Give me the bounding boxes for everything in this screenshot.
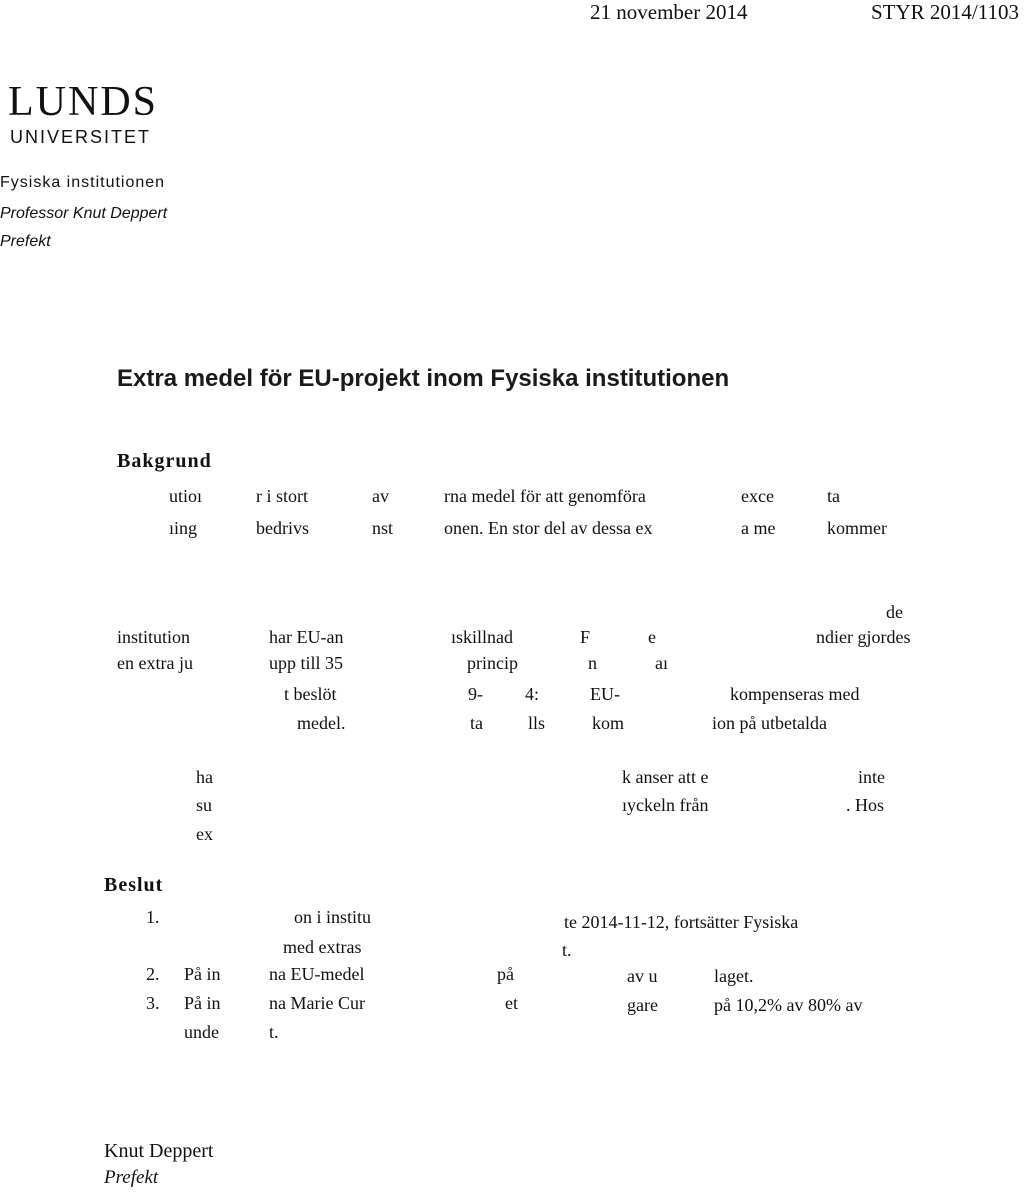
text-fragment: t. [562, 940, 572, 960]
document-date: 21 november 2014 [590, 0, 748, 24]
text-fragment: rna medel för att genomföra [444, 486, 646, 506]
text-fragment: on i institu [294, 907, 372, 927]
text-fragment: laget. [714, 966, 754, 986]
text-fragment: På in [184, 993, 221, 1013]
text-fragment: nst [372, 518, 394, 538]
text-fragment: aı [655, 653, 668, 673]
text-fragment: ta [470, 713, 483, 733]
text-fragment: lls [528, 713, 546, 733]
text-fragment: k anser att e [622, 767, 709, 787]
section-heading-decision: Beslut [104, 874, 164, 896]
text-fragment: te 2014-11-12, fortsätter Fysiska [564, 912, 799, 932]
signature-name: Knut Deppert [104, 1140, 214, 1162]
text-fragment: på [497, 964, 514, 984]
text-fragment: ıyckeln från [622, 795, 709, 815]
text-fragment: ta [827, 486, 840, 506]
text-fragment: 4: [525, 684, 540, 704]
text-fragment: onen. En stor del av dessa ex [444, 518, 653, 538]
text-fragment: med extras [283, 937, 362, 957]
text-fragment: kom [592, 713, 625, 733]
text-fragment: av u [627, 966, 658, 986]
text-fragment: ndier gjordes [816, 627, 911, 647]
text-fragment: na EU-medel [269, 964, 365, 984]
list-number: 1. [146, 907, 160, 927]
text-fragment: de [886, 602, 903, 622]
document-reference: STYR 2014/1103 [871, 0, 1019, 24]
text-fragment: gare [627, 995, 658, 1015]
text-fragment: ex [196, 824, 213, 844]
text-fragment: su [196, 795, 213, 815]
university-logo-subtitle: UNIVERSITET [10, 127, 152, 147]
text-fragment: e [648, 627, 656, 647]
section-heading-background: Bakgrund [117, 450, 212, 472]
text-fragment: bedrivs [256, 518, 309, 538]
text-fragment: ion på utbetalda [712, 713, 827, 733]
text-fragment: n [588, 653, 597, 673]
text-fragment: medel. [297, 713, 346, 733]
text-fragment: upp till 35 [269, 653, 344, 673]
university-logo-name: LUNDS [8, 79, 159, 125]
sender-department: Fysiska institutionen [0, 174, 166, 191]
signature-role: Prefekt [104, 1167, 159, 1188]
text-fragment: et [505, 993, 518, 1013]
text-fragment: kompenseras med [730, 684, 860, 704]
text-fragment: ıskillnad [451, 627, 513, 647]
text-fragment: ıing [169, 518, 198, 538]
text-fragment: kommer [827, 518, 887, 538]
text-fragment: na Marie Cur [269, 993, 365, 1013]
list-number: 2. [146, 964, 160, 984]
sender-role: Prefekt [0, 233, 51, 250]
document-title: Extra medel för EU-projekt inom Fysiska institutionen [117, 365, 730, 392]
text-fragment: en extra ju [117, 653, 193, 673]
text-fragment: exce [741, 486, 774, 506]
text-fragment: t beslöt [284, 684, 337, 704]
text-fragment: På in [184, 964, 221, 984]
text-fragment: institution [117, 627, 191, 647]
text-fragment: t. [269, 1022, 279, 1042]
text-fragment: ha [196, 767, 213, 787]
text-fragment: har EU-an [269, 627, 344, 647]
list-number: 3. [146, 993, 160, 1013]
text-fragment: princip [467, 653, 518, 673]
text-fragment: F [580, 627, 591, 647]
text-fragment: 9- [468, 684, 483, 704]
text-fragment: av [372, 486, 389, 506]
text-fragment: utioı [169, 486, 203, 506]
sender-name: Professor Knut Deppert [0, 205, 168, 222]
text-fragment: unde [184, 1022, 219, 1042]
text-fragment: . Hos [846, 795, 885, 815]
text-fragment: a me [741, 518, 776, 538]
text-fragment: inte [858, 767, 885, 787]
text-fragment: r i stort [256, 486, 308, 506]
text-fragment: på 10,2% av 80% av [714, 995, 863, 1015]
text-fragment: EU- [590, 684, 620, 704]
